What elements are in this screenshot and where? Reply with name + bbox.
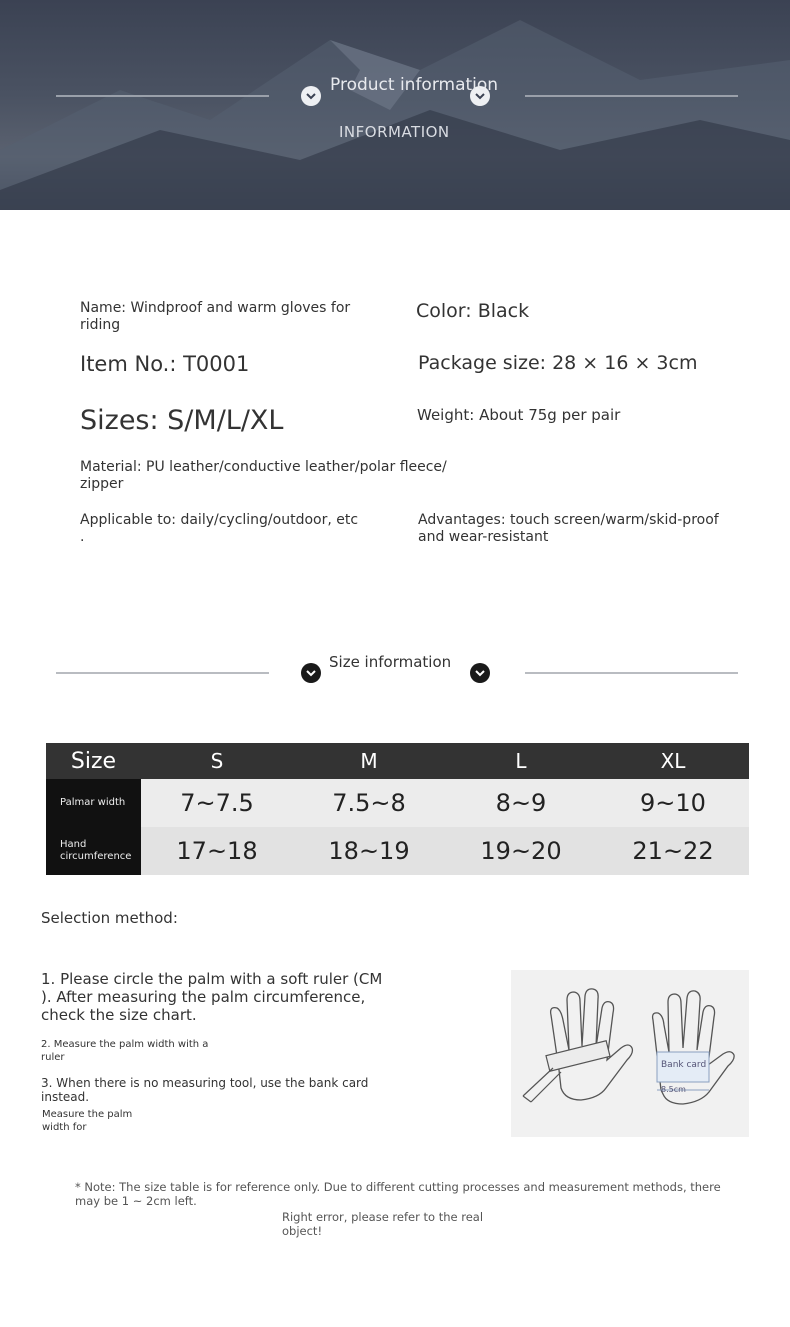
product-name: Name: Windproof and warm gloves for riding — [80, 300, 351, 333]
table-header-cell: L — [445, 743, 597, 779]
product-package-size: Package size: 28 × 16 × 3cm — [418, 352, 698, 374]
product-applicable: Applicable to: daily/cycling/outdoor, etc . — [80, 512, 359, 545]
selection-step-1: 1. Please circle the palm with a soft ruler (CM ). After measuring the palm circumference, check the size chart. — [41, 970, 383, 1024]
selection-step-4: Measure the palm width for — [42, 1109, 133, 1133]
size-note-continued: Right error, please refer to the real object! — [282, 1210, 484, 1238]
bank-card-width: 8.5cm — [661, 1085, 686, 1094]
hand-outline-icon — [511, 970, 749, 1137]
table-cell: 21~22 — [597, 827, 749, 875]
chevron-down-icon — [301, 663, 321, 683]
size-table — [46, 743, 749, 875]
product-weight: Weight: About 75g per pair — [417, 406, 621, 424]
bank-card-label: Bank card — [661, 1060, 707, 1070]
hero-title: Product information — [330, 75, 499, 95]
selection-step-2: 2. Measure the palm width with a ruler — [41, 1039, 209, 1063]
size-note: * Note: The size table is for reference only. Due to different cutting processes and measurement methods, there may be 1 ~ 2cm left. — [75, 1180, 721, 1208]
hero-divider-right — [525, 95, 738, 97]
row-label: Palmar width — [46, 779, 141, 827]
chevron-down-icon — [470, 663, 490, 683]
hero-banner — [0, 0, 790, 210]
chevron-down-icon — [301, 86, 321, 106]
table-cell: 7~7.5 — [141, 779, 293, 827]
table-header-cell: XL — [597, 743, 749, 779]
table-header-cell: S — [141, 743, 293, 779]
product-material: Material: PU leather/conductive leather/polar fleece/ zipper — [80, 459, 447, 492]
selection-step-3: 3. When there is no measuring tool, use the bank card instead. — [41, 1076, 369, 1104]
size-table-header — [46, 743, 749, 779]
table-cell: 7.5~8 — [293, 779, 445, 827]
table-cell: 8~9 — [445, 779, 597, 827]
table-cell: 18~19 — [293, 827, 445, 875]
hero-divider-left — [56, 95, 269, 97]
table-header-cell: Size — [46, 743, 141, 779]
table-row — [46, 827, 749, 875]
hand-measurement-illustration — [511, 970, 749, 1137]
table-cell: 17~18 — [141, 827, 293, 875]
table-cell: 9~10 — [597, 779, 749, 827]
table-header-cell: M — [293, 743, 445, 779]
selection-heading: Selection method: — [41, 909, 178, 927]
product-item-no: Item No.: T0001 — [80, 352, 250, 376]
table-cell: 19~20 — [445, 827, 597, 875]
table-row — [46, 779, 749, 827]
hero-subtitle: INFORMATION — [339, 123, 450, 141]
product-advantages: Advantages: touch screen/warm/skid-proof and wear-resistant — [418, 512, 719, 545]
row-label: Hand circumference — [46, 827, 141, 875]
size-divider-left — [56, 672, 269, 674]
product-sizes: Sizes: S/M/L/XL — [80, 405, 284, 436]
size-section-title: Size information — [329, 653, 452, 671]
mountain-background — [0, 0, 790, 210]
size-divider-right — [525, 672, 738, 674]
product-color: Color: Black — [416, 300, 530, 322]
